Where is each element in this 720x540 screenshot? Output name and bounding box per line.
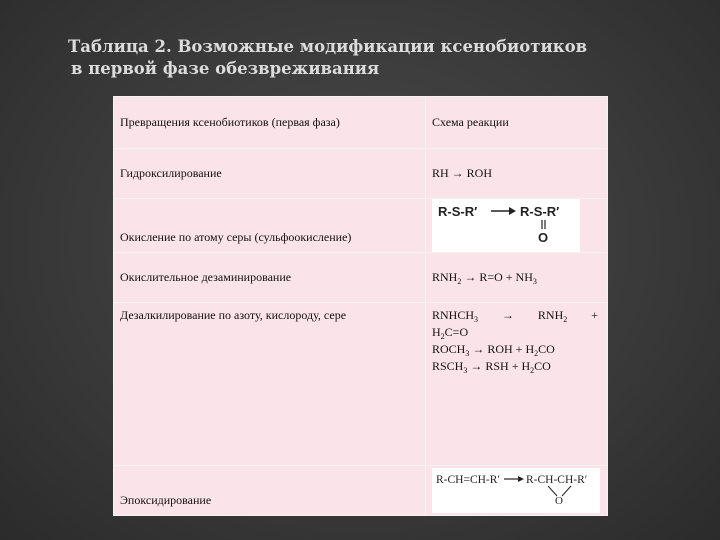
svg-text:R-S-R′: R-S-R′ — [438, 204, 478, 219]
row-name-dealkylation: Дезалкилирование по азоту, кислороду, сере — [114, 303, 426, 466]
svg-text:R-CH=CH-R′: R-CH=CH-R′ — [436, 474, 500, 486]
table-header-row — [114, 97, 608, 149]
header-reaction-scheme: Схема реакции — [426, 97, 608, 149]
table-row — [114, 466, 608, 516]
svg-text:O: O — [538, 230, 549, 245]
row-scheme-sulfoxidation — [426, 199, 608, 253]
dealkylation-line-2: $H_2C=O$ — [432, 325, 469, 341]
epoxidation-formula-image — [432, 468, 600, 513]
row-scheme-dealkylation — [426, 303, 608, 466]
table-row — [114, 199, 608, 253]
table-row — [114, 303, 608, 466]
row-name-hydroxylation: Гидроксилирование — [114, 149, 426, 199]
svg-text:O: O — [555, 495, 563, 507]
sulfoxidation-formula-image — [432, 199, 580, 252]
table-row — [114, 149, 608, 199]
epoxidation-formula-svg — [436, 469, 596, 507]
row-scheme-epoxidation — [426, 466, 608, 516]
xenobiotics-table — [113, 96, 608, 516]
row-name-epoxidation: Эпоксидирование — [114, 466, 426, 516]
svg-text:R-S-R′: R-S-R′ — [520, 204, 560, 219]
row-scheme-hydroxylation: RH → ROH — [426, 149, 608, 199]
title-line-1: Таблица 2. Возможные модификации ксенобиотиков — [68, 37, 588, 56]
header-transformations: Превращения ксенобиотиков (первая фаза) — [114, 97, 426, 149]
row-name-deamination: Окислительное дезаминирование — [114, 253, 426, 303]
table-row — [114, 253, 608, 303]
svg-text:R-CH-CH-R′: R-CH-CH-R′ — [526, 474, 588, 486]
dealkylation-line-1: $RNHCH_3$ → $RNH_2$ + — [432, 308, 598, 324]
dealkylation-line-4: $RSCH_3$ → RSH + $H_2CO$ — [432, 359, 551, 375]
row-name-sulfoxidation: Окисление по атому серы (сульфоокисление) — [114, 199, 426, 253]
row-scheme-deamination: $RNH_2 \to R=O + NH_3$ — [426, 253, 608, 303]
dealkylation-line-3: $ROCH_3$ → ROH + $H_2CO$ — [432, 342, 555, 358]
slide-title — [68, 36, 688, 80]
title-line-2: в первой фазе обезвреживания — [71, 59, 380, 78]
sulfoxidation-formula-svg — [436, 200, 576, 246]
